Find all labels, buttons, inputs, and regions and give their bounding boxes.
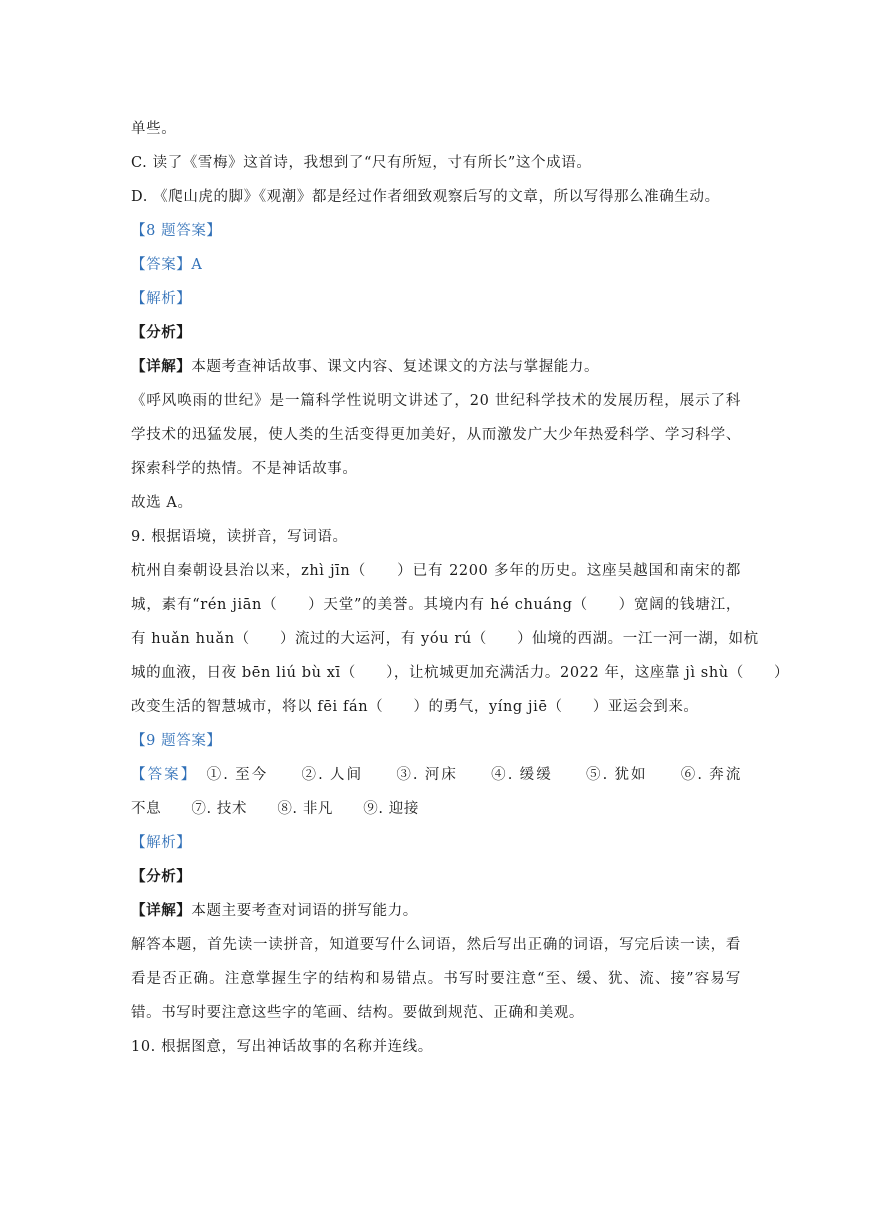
q8-answer: 【答案】A bbox=[131, 257, 203, 273]
q9-analysis-label: 【解析】 bbox=[131, 835, 192, 851]
option-c: C. 读了《雪梅》这首诗，我想到了“尺有所短，寸有所长”这个成语。 bbox=[131, 155, 592, 171]
q9-fenxi-label: 【分析】 bbox=[131, 868, 192, 885]
q8-fenxi-label: 【分析】 bbox=[131, 324, 192, 341]
q9-passage-line: 城，素有“rén jiān（ ）天堂”的美誉。其境内有 hé chuáng（ ）宽阔的钱塘江， bbox=[131, 597, 741, 613]
q8-detail bbox=[131, 350, 741, 384]
answer-items: ①. 至今 ②. 人间 ③. 河床 ④. 缓缓 ⑤. 犹如 ⑥. 奔流 bbox=[190, 767, 741, 783]
q9-detail bbox=[131, 894, 741, 928]
q9-answer-line bbox=[131, 758, 741, 792]
q8-explanation-line: 《呼风唤雨的世纪》是一篇科学性说明文讲述了，20 世纪科学技术的发展历程，展示了科 bbox=[131, 393, 741, 409]
detail-prefix: 【详解】 bbox=[131, 358, 192, 375]
q9-explanation-line: 看是否正确。注意掌握生字的结构和易错点。书写时要注意“至、缓、犹、流、接”容易写 bbox=[131, 971, 741, 987]
document-page bbox=[131, 112, 790, 1064]
text-line: 单些。 bbox=[131, 121, 177, 137]
q9-passage-line: 改变生活的智慧城市，将以 fēi fán（ ）的勇气，yíng jiē（ ）亚运会到来。 bbox=[131, 699, 699, 715]
option-d: D. 《爬山虎的脚》《观潮》都是经过作者细致观察后写的文章，所以写得那么准确生动。 bbox=[131, 189, 720, 205]
answer-prefix: 【答案】 bbox=[131, 767, 191, 783]
q8-explanation-line: 学技术的迅猛发展，使人类的生活变得更加美好，从而激发广大少年热爱科学、学习科学、 bbox=[131, 427, 741, 443]
q9-explanation-line: 错。书写时要注意这些字的笔画、结构。要做到规范、正确和美观。 bbox=[131, 1005, 584, 1021]
q9-answer-line: 不息 ⑦. 技术 ⑧. 非凡 ⑨. 迎接 bbox=[131, 801, 419, 817]
q9-passage-line: 杭州自秦朝设县治以来，zhì jīn（ ）已有 2200 多年的历史。这座吴越国和南宋的都 bbox=[131, 563, 741, 579]
q9-explanation-line: 解答本题，首先读一读拼音，知道要写什么词语，然后写出正确的词语，写完后读一读，看 bbox=[131, 937, 741, 953]
detail-text: 本题考查神话故事、课文内容、复述课文的方法与掌握能力。 bbox=[191, 359, 600, 375]
q8-answer-heading: 【8 题答案】 bbox=[131, 223, 222, 239]
detail-text: 本题主要考查对词语的拼写能力。 bbox=[191, 903, 418, 919]
detail-prefix: 【详解】 bbox=[131, 902, 192, 919]
q8-analysis-label: 【解析】 bbox=[131, 291, 192, 307]
q8-conclusion: 故选 A。 bbox=[131, 495, 193, 511]
q8-explanation-line: 探索科学的热情。不是神话故事。 bbox=[131, 461, 358, 477]
q9-passage-line: 有 huǎn huǎn（ ）流过的大运河，有 yóu rú（ ）仙境的西湖。一江一河一湖，如杭 bbox=[131, 631, 759, 647]
q9-passage-line: 城的血液，日夜 bēn liú bù xī（ ），让杭城更加充满活力。2022 年，这座靠 jì shù（ ） bbox=[131, 665, 790, 681]
q9-answer-heading: 【9 题答案】 bbox=[131, 733, 222, 749]
q9-title: 9. 根据语境，读拼音，写词语。 bbox=[131, 529, 348, 545]
q10-title: 10. 根据图意，写出神话故事的名称并连线。 bbox=[131, 1039, 433, 1055]
